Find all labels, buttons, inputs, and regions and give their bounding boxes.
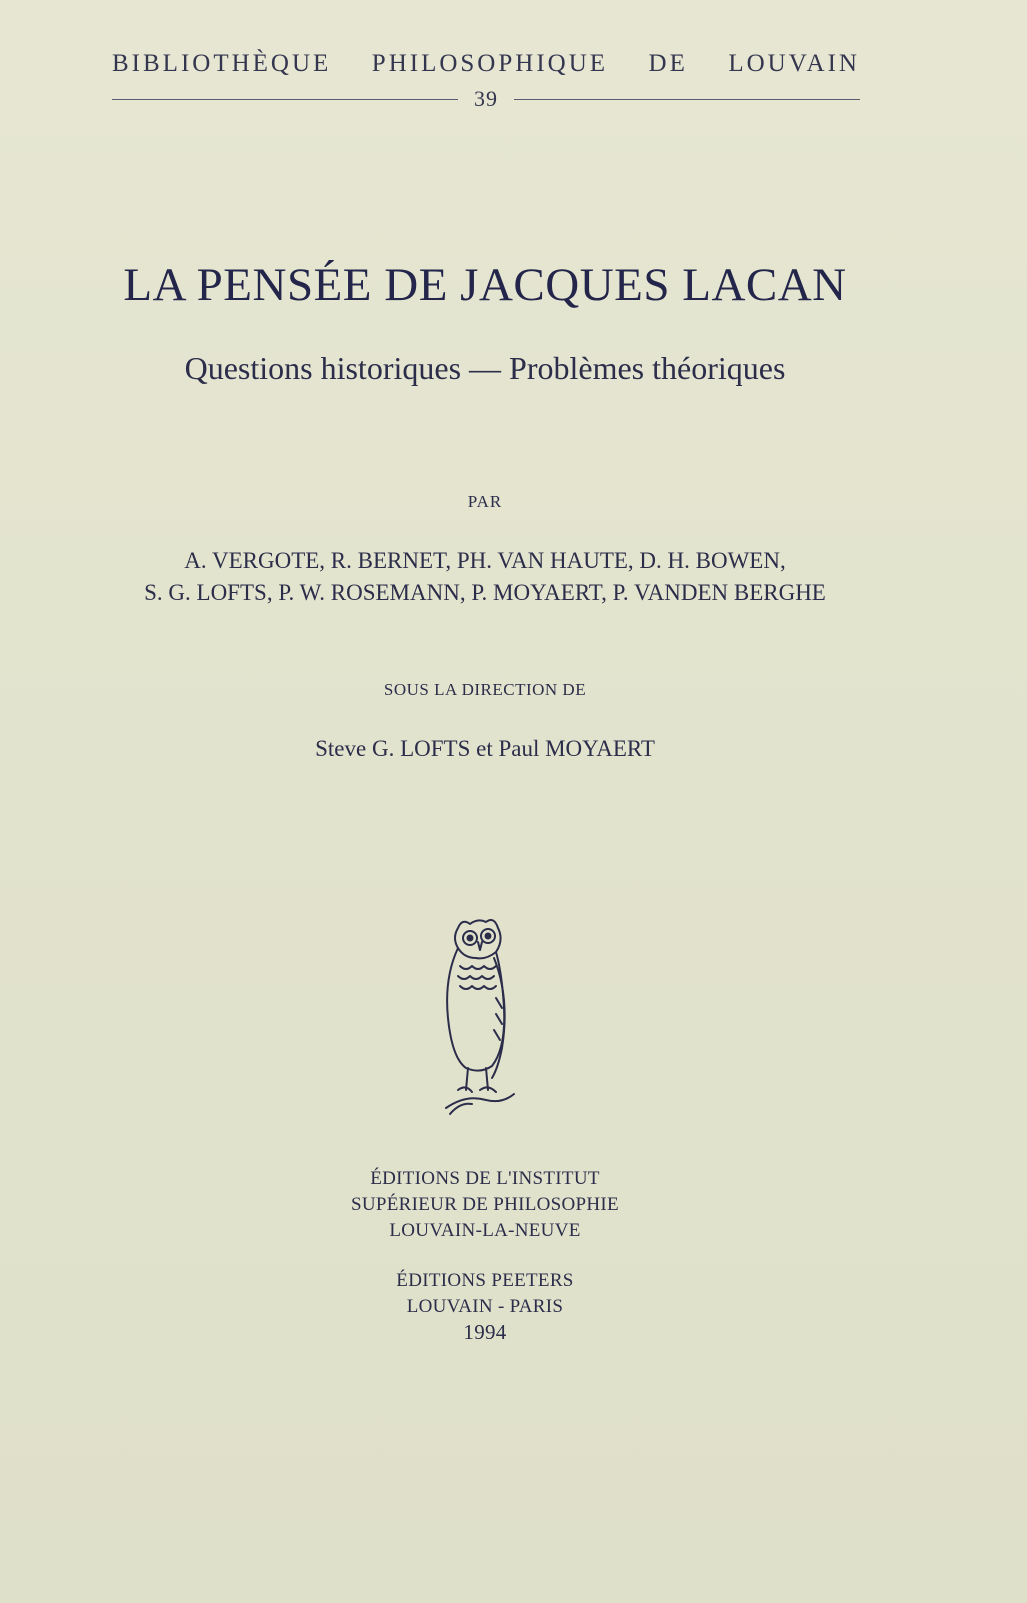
publisher-line-2: SUPÉRIEUR DE PHILOSOPHIE bbox=[351, 1194, 619, 1215]
editors: Steve G. LOFTS et Paul MOYAERT bbox=[315, 736, 655, 761]
series-word: PHILOSOPHIQUE bbox=[371, 50, 609, 77]
book-title: LA PENSÉE DE JACQUES LACAN bbox=[123, 259, 847, 311]
authors-line-2: S. G. LOFTS, P. W. ROSEMANN, P. MOYAERT, P. VANDEN BERGHE bbox=[144, 580, 826, 605]
series-title bbox=[112, 50, 860, 78]
publication-year: 1994 bbox=[463, 1320, 507, 1344]
rule-left bbox=[112, 99, 458, 100]
book-subtitle: Questions historiques — Problèmes théoriques bbox=[184, 350, 786, 386]
publisher-line-3: LOUVAIN-LA-NEUVE bbox=[389, 1220, 581, 1241]
series-word: LOUVAIN bbox=[728, 50, 860, 77]
series-word: DE bbox=[648, 50, 688, 77]
owl-icon bbox=[436, 918, 518, 1118]
by-label: PAR bbox=[467, 492, 503, 511]
direction-label: SOUS LA DIRECTION DE bbox=[383, 680, 587, 699]
authors-line-1: A. VERGOTE, R. BERNET, PH. VAN HAUTE, D. H. BOWEN, bbox=[184, 548, 786, 573]
rule-right bbox=[514, 99, 860, 100]
series-rule bbox=[112, 84, 860, 114]
publisher-line-1: ÉDITIONS DE L'INSTITUT bbox=[370, 1168, 600, 1189]
publisher-line-5: LOUVAIN - PARIS bbox=[406, 1296, 564, 1317]
volume-number: 39 bbox=[474, 86, 498, 111]
series-word: BIBLIOTHÈQUE bbox=[112, 50, 332, 77]
publisher-line-4: ÉDITIONS PEETERS bbox=[396, 1270, 574, 1291]
